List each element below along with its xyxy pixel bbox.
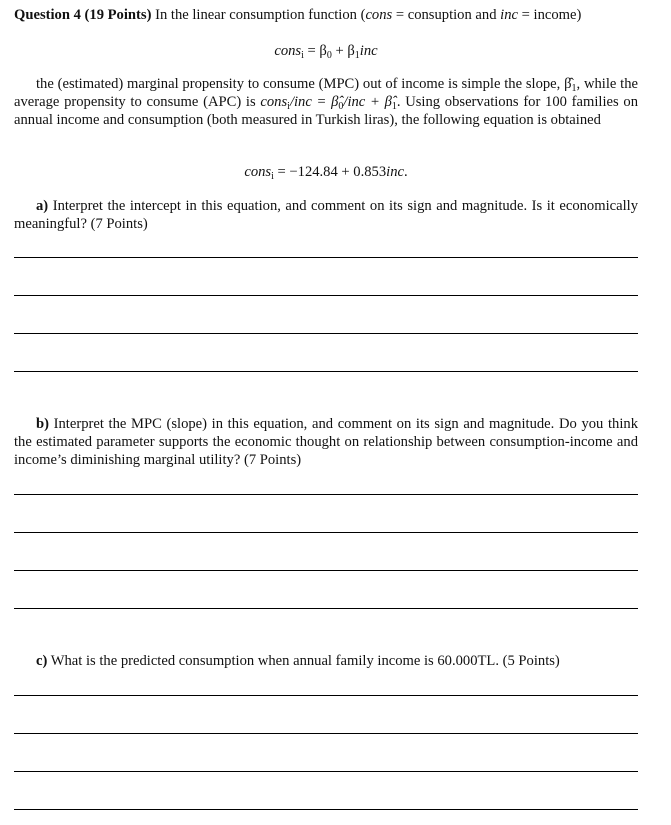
question-header — [14, 6, 638, 24]
part-b-label: b) — [36, 416, 49, 432]
explanation-line-1: the (estimated) marginal propensity to consume (MPC) out of income is simple the slope, β̂ — [36, 76, 572, 92]
part-b-text: Interpret the MPC (slope) in this equation, and comment on its sign and magnitude. Do you think the estimated parameter supports the economic thought on relationship between consumption-income and income’s diminishing marginal utility? (7 Points) — [14, 416, 638, 468]
answer-line-a4[interactable] — [14, 371, 638, 372]
part-c-text: What is the predicted consumption when annual family income is 60.000TL. (5 Points) — [50, 653, 560, 669]
part-b-question — [14, 415, 638, 469]
explanation-paragraph: the (estimated) marginal propensity to consume (MPC) out of income is simple the slope, $\betâ_1$, while the average propensity to consume (APC) is cons$_i$/inc = $\betâ_0$/inc + $\betâ_1$. Using observations for 100 families on annual income and consumption (both measured in Turkish liras), the following equation is obtained — [14, 76, 638, 128]
answer-line-b1[interactable] — [14, 494, 638, 495]
answer-line-a3[interactable] — [14, 333, 638, 334]
part-a-label: a) — [36, 198, 49, 214]
answer-line-b2[interactable] — [14, 532, 638, 533]
answer-line-c4[interactable] — [14, 809, 638, 810]
explanation-line-3: for 100 families on annual income and consumption (both measured in Turkish liras), the following — [14, 94, 638, 128]
explanation-line-2: while the average propensity to consume (APC) is — [14, 76, 638, 110]
explanation-line-4: equation is obtained — [483, 112, 601, 128]
model-equation: cons$_i$ = $\beta_0 + \beta_1inc$ — [274, 43, 378, 61]
answer-line-c1[interactable] — [14, 695, 638, 696]
answer-line-c3[interactable] — [14, 771, 638, 772]
question-heading: Question 4 (19 Points) — [14, 7, 152, 23]
answer-line-c2[interactable] — [14, 733, 638, 734]
question-intro: Question 4 (19 Points) In the linear consumption function (cons = consuption and inc = income) — [14, 7, 582, 23]
part-c-question — [14, 652, 638, 670]
part-a-text: Interpret the intercept in this equation, and comment on its sign and magnitude. Is it economically meaningful? (7 Points) — [14, 198, 638, 232]
part-c-label: c) — [36, 653, 48, 669]
answer-line-b3[interactable] — [14, 570, 638, 571]
part-a-question — [14, 197, 638, 233]
estimated-equation: cons$_i$ = −124.84 + 0.853inc. — [244, 164, 408, 182]
answer-line-a1[interactable] — [14, 257, 638, 258]
answer-line-b4[interactable] — [14, 608, 638, 609]
answer-line-a2[interactable] — [14, 295, 638, 296]
